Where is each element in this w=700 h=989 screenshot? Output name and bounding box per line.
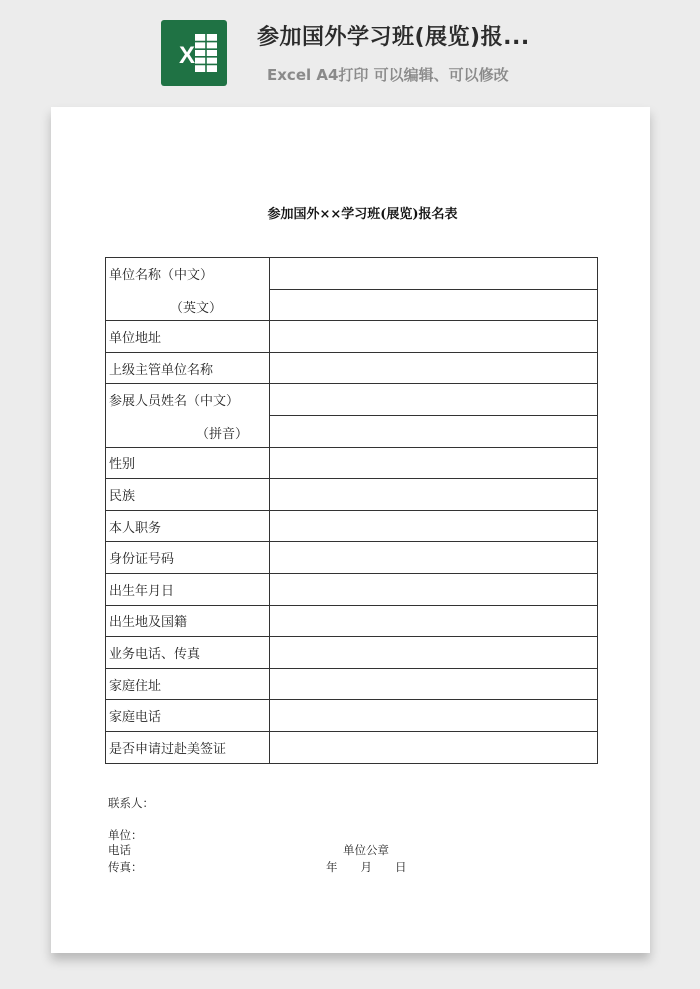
unit-address-value[interactable] <box>270 321 598 353</box>
table-row <box>106 731 598 763</box>
work-phone-label: 业务电话、传真 <box>106 637 270 669</box>
birthplace-label: 出生地及国籍 <box>106 605 270 637</box>
fax-label: 传真： <box>108 860 143 874</box>
table-row <box>106 321 598 353</box>
registration-table <box>105 257 598 764</box>
table-row <box>106 573 598 605</box>
table-row <box>106 700 598 732</box>
superior-unit-value[interactable] <box>270 352 598 384</box>
birthplace-value[interactable] <box>270 605 598 637</box>
phone-label: 电话 <box>108 843 131 857</box>
table-row <box>106 479 598 511</box>
us-visa-value[interactable] <box>270 731 598 763</box>
table-row <box>106 384 598 416</box>
unit-address-label: 单位地址 <box>106 321 270 353</box>
document-title: 参加国外学习班(展览)报... <box>257 25 530 50</box>
svg-text:X: X <box>179 42 196 69</box>
table-row <box>106 668 598 700</box>
a4-page <box>51 107 650 953</box>
position-value[interactable] <box>270 510 598 542</box>
home-phone-label: 家庭电话 <box>106 700 270 732</box>
us-visa-label: 是否申请过赴美签证 <box>106 731 270 763</box>
date-line: 年 月 日 <box>326 860 407 874</box>
contact-label: 联系人： <box>108 796 154 810</box>
name-cn-value[interactable] <box>270 384 598 416</box>
gender-value[interactable] <box>270 447 598 479</box>
official-seal-label: 单位公章 <box>343 843 389 857</box>
unit-name-en-value[interactable] <box>270 289 598 321</box>
table-row <box>106 542 598 574</box>
table-row <box>106 258 598 290</box>
unit-name-cn-value[interactable] <box>270 258 598 290</box>
table-row <box>106 605 598 637</box>
unit-name-cn-label: 单位名称（中文） <box>109 268 214 283</box>
name-pinyin-label: （拼音） <box>196 427 249 443</box>
table-row <box>106 352 598 384</box>
birth-date-value[interactable] <box>270 573 598 605</box>
unit-name-label-cell <box>106 258 270 321</box>
birth-date-label: 出生年月日 <box>106 573 270 605</box>
table-row <box>106 637 598 669</box>
id-number-label: 身份证号码 <box>106 542 270 574</box>
work-phone-value[interactable] <box>270 637 598 669</box>
form-title: 参加国外××学习班(展览)报名表 <box>267 207 458 222</box>
table-row <box>106 447 598 479</box>
home-address-value[interactable] <box>270 668 598 700</box>
participant-name-label-cell <box>106 384 270 447</box>
document-subtitle: Excel A4打印 可以编辑、可以修改 <box>267 66 509 84</box>
gender-label: 性别 <box>106 447 270 479</box>
unit-name-en-label: （英文） <box>170 301 223 316</box>
unit-label: 单位： <box>108 828 143 842</box>
ethnicity-value[interactable] <box>270 479 598 511</box>
name-cn-label: 参展人员姓名（中文） <box>109 394 240 410</box>
document-header <box>0 0 700 100</box>
ethnicity-label: 民族 <box>106 479 270 511</box>
home-address-label: 家庭住址 <box>106 668 270 700</box>
name-pinyin-value[interactable] <box>270 415 598 447</box>
id-number-value[interactable] <box>270 542 598 574</box>
home-phone-value[interactable] <box>270 700 598 732</box>
table-row <box>106 510 598 542</box>
excel-icon <box>161 20 227 86</box>
superior-unit-label: 上级主管单位名称 <box>106 352 270 384</box>
position-label: 本人职务 <box>106 510 270 542</box>
